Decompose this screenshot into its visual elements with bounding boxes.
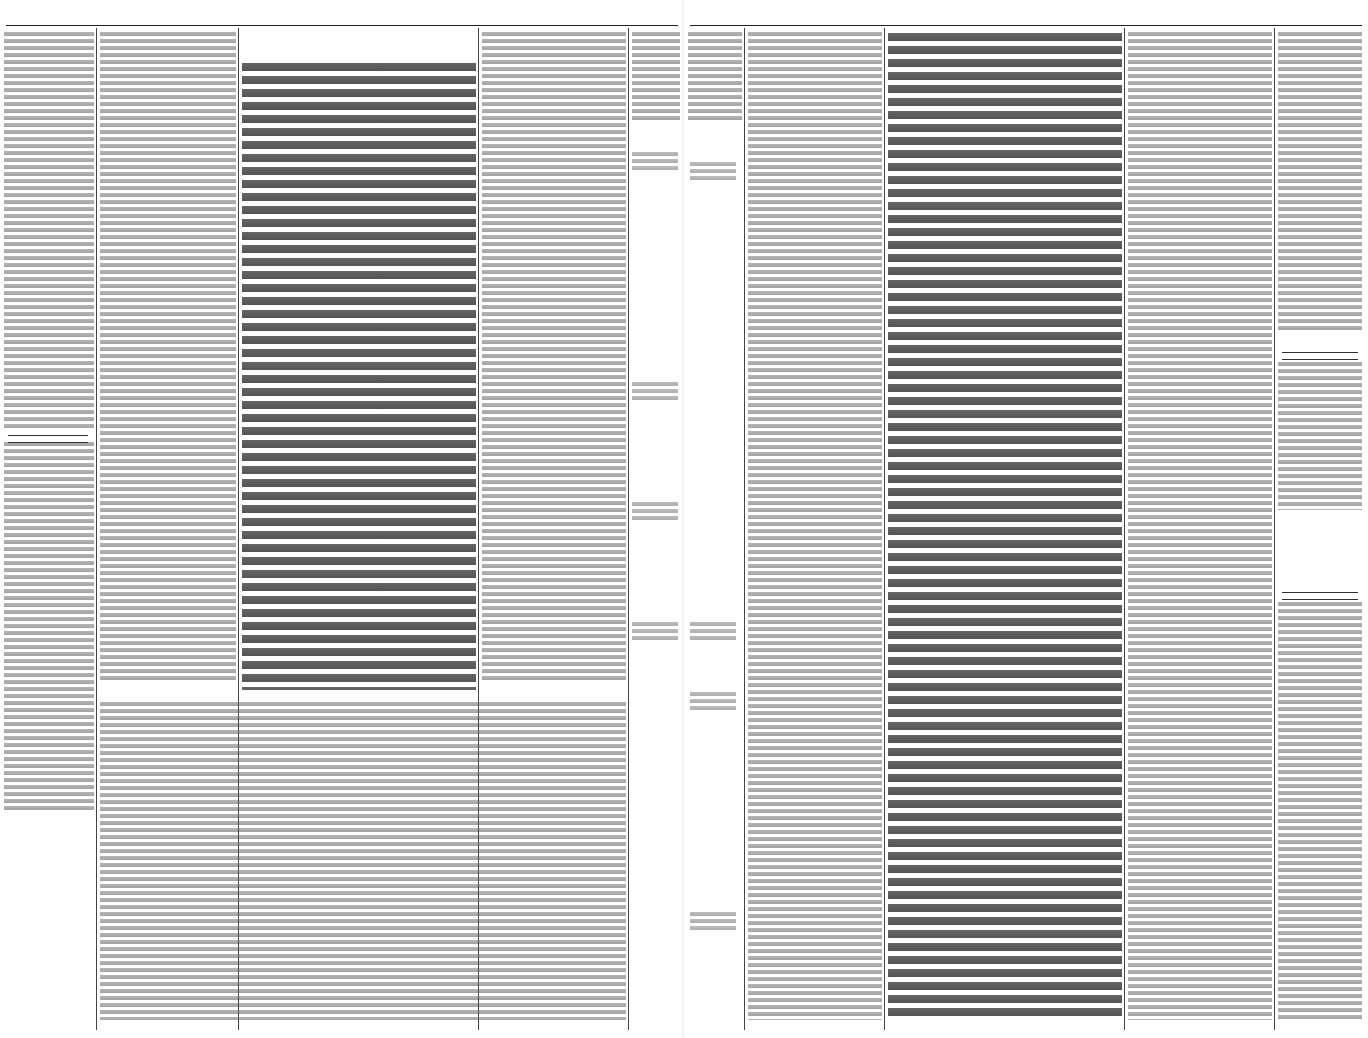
rashi-column-right — [1128, 30, 1272, 1020]
right-margin-note-1 — [690, 160, 736, 182]
hagahot-ornament — [8, 435, 88, 443]
right-col-rule-2 — [884, 28, 885, 1030]
mesoret-hashas-left — [632, 30, 680, 120]
left-col-rule-4 — [628, 28, 629, 1030]
gemara-main-text-right — [888, 30, 1122, 1020]
left-margin-note-3 — [632, 500, 678, 522]
hagahot-ornament-right — [1282, 352, 1358, 360]
right-col-rule-1 — [744, 28, 745, 1030]
left-margin-note-2 — [632, 380, 678, 402]
left-header-rule — [6, 25, 678, 26]
tosafot-bottom-left — [100, 700, 626, 1020]
mesoret-hashas-right — [688, 30, 742, 120]
left-margin-note-4 — [632, 620, 678, 642]
tosafot-column-left — [100, 30, 236, 680]
left-page-header — [0, 0, 684, 26]
right-page — [684, 0, 1368, 1038]
hagahot-hagra-right — [1278, 600, 1362, 1020]
right-col-rule-4 — [1274, 28, 1275, 1030]
right-margin-note-2 — [690, 620, 736, 642]
right-margin-note-3 — [690, 690, 736, 712]
tosafot-column-right — [748, 30, 882, 1020]
left-col-rule-1 — [96, 28, 97, 1030]
gemara-main-text-left — [242, 60, 476, 690]
right-margin-note-4 — [690, 910, 736, 932]
rashi-column-left — [482, 30, 626, 680]
ein-mishpat-column-right — [1278, 30, 1362, 330]
hagahot-column — [4, 440, 94, 810]
left-margin-note-1 — [632, 150, 678, 172]
hagahot-hagra-ornament — [1282, 592, 1358, 600]
right-col-rule-3 — [1124, 28, 1125, 1030]
right-page-header — [684, 0, 1368, 26]
hagahot-habach-right — [1278, 360, 1362, 510]
right-header-rule — [690, 25, 1362, 26]
ein-mishpat-column — [4, 30, 94, 430]
